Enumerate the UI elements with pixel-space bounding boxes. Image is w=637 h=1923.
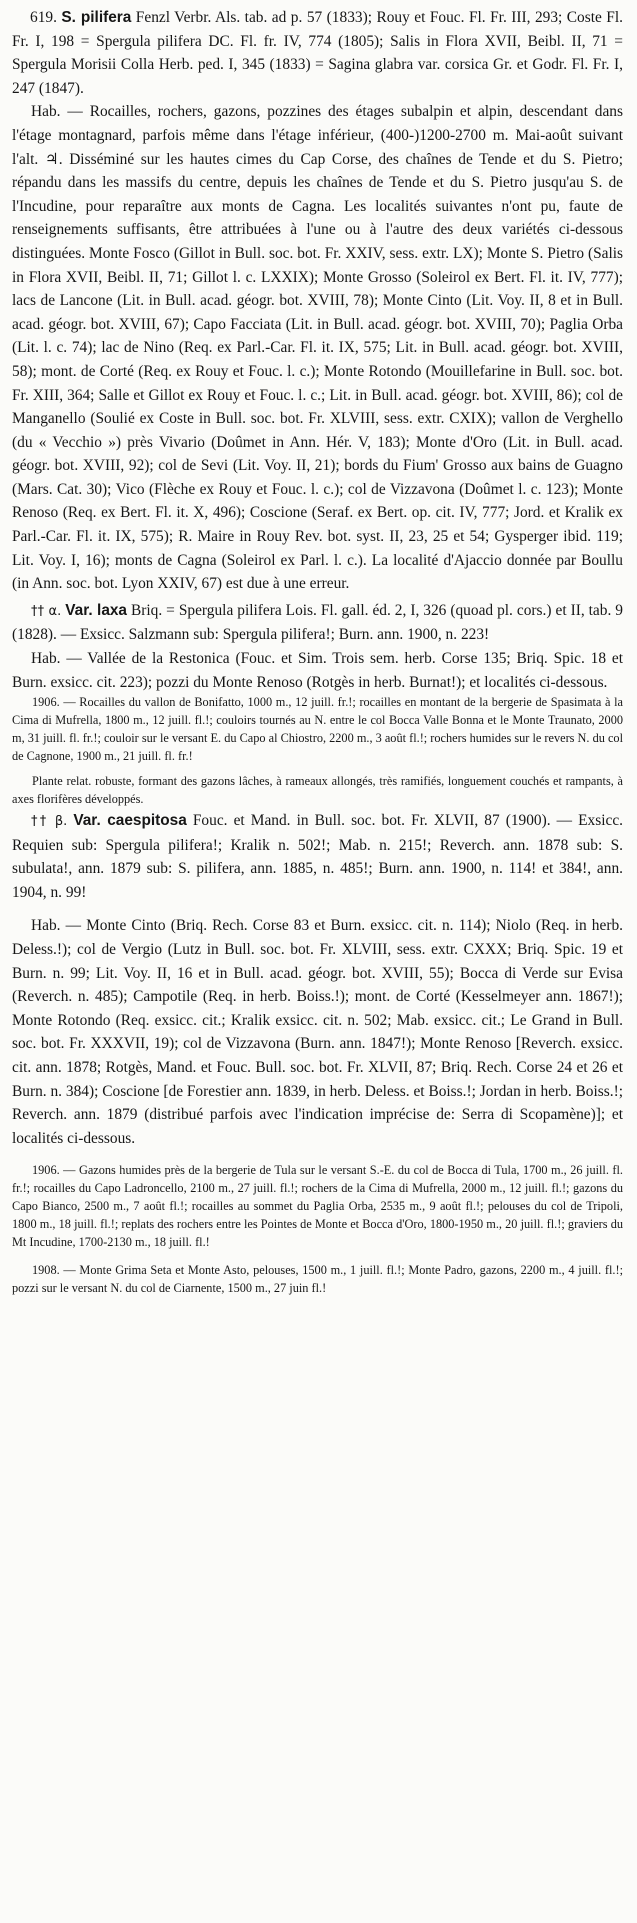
variety-laxa-observations-1906: 1906. — Rocailles du vallon de Bonifatto, 1000 m., 12 juill. fr.!; rocailles en montant de la bergerie de Spasimata à la Cima di Mufrella, 1800 m., 12 juill. fl.!; couloirs tournés au N. entre le col Bocca Valle Bonna et le Monte Traunato, 2000 m, 31 juill. fl. fr.!; couloir sur le versant E. du Capo al Chiostro, 2200 m., 3 août fl.!; rochers humides sur le revers N. du col de Cagnone, 1900 m., 21 juill. fl. fr.! [12,695,623,763]
variety-laxa-marker: †† α. [31,603,62,619]
variety-caespitosa-synonymy: Fouc. et Mand. in Bull. soc. bot. Fr. XLVII, 87 (1900). — Exsicc. Requien sub: Spergula pilifera!; Kralik n. 502!; Mab. n. 215!; Reverch. ann. 1878 sub: S. subulata!, ann. 1879 sub: S. pilifera, ann. 1885, n. 485!; Burn. ann. 1900, n. 114! et 384!, ann. 1904, n. 99! [12,812,624,901]
variety-caespitosa-observations-1906: 1906. — Gazons humides près de la bergerie de Tula sur le versant S.-E. du col de Bocca di Tula, 1700 m., 26 juill. fl. fr.!; rocailles du Capo Ladroncello, 2100 m., 27 juill. fl.!; rochers de la Cima di Mufrella, 2000 m., 12 juill. fl.!; gazons du Capo Bianco, 2500 m., 7 août fl.!; rocailles au sommet du Paglia Orba, 2535 m., 9 août fl.!; pelouses du col de Tripoli, 1800 m., 18 juill. fl.!; replats des rochers entre les Pointes de Monte et Bocca d'Oro, 1800-1950 m., 20 juill. fl.!; graviers du Mt Incudine, 1700-2130 m., 18 juill. fl.! [12,1163,623,1249]
variety-laxa-habitat: Hab. — Vallée de la Restonica (Fouc. et Sim. Trois sem. herb. Corse 135; Briq. Spic. 18 et Burn. exsicc. cit. 223); pozzi du Monte Renoso (Rotgès in herb. Burnat!); et localités ci-dessous. [12,650,623,691]
species-synonymy: Fenzl Verbr. Als. tab. ad p. 57 (1833); Rouy et Fouc. Fl. Fr. III, 293; Coste Fl. Fr. I, 198 = Spergula pilifera DC. Fl. fr. IV, 774 (1805); Salis in Flora XVII, Beibl. II, 71 = Spergula Morisii Colla Herb. ped. I, 345 (1833) = Sagina glabra var. corsica Gr. et Godr. Fl. Fr. I, 247 (1847). [12,9,623,97]
variety-caespitosa-heading [12,809,623,904]
variety-caespitosa-observations-1908: 1908. — Monte Grima Seta et Monte Asto, pelouses, 1500 m., 1 juill. fl.!; Monte Padro, gazons, 2200 m., 4 juill. fl.!; pozzi sur le versant N. du col de Ciarnente, 1500 m., 27 juin fl.! [12,1263,623,1296]
species-name: S. pilifera [61,9,132,26]
variety-laxa-description: Plante relat. robuste, formant des gazons lâches, à rameaux allongés, très ramifiés, longuement couchés et rampants, à axes florifères développés. [12,774,623,807]
variety-laxa-synonymy: Briq. = Spergula pilifera Lois. Fl. gall. éd. 2, I, 326 (quoad pl. cors.) et II, tab. 9 (1828). — Exsicc. Salzmann sub: Spergula pilifera!; Burn. ann. 1900, n. 223! [12,601,623,644]
variety-laxa-title: Var. laxa [65,601,127,619]
habitat-paragraph: Hab. — Rocailles, rochers, gazons, pozzines des étages subalpin et alpin, descendant dans l'étage montagnard, parfois même dans l'étage inférieur, (400-)1200-2700 m. Mai-août suivant l'alt. ♃. Disséminé sur les hautes cimes du Cap Corse, des chaînes de Tende et du S. Pietro; répandu dans les massifs du centre, depuis les chaînes de Tende et du S. Pietro jusqu'au S. de l'Incudine, pour reparaître aux monts de Cagna. Les localités suivantes n'ont pu, faute de renseignements suffisants, être attribuées à l'une ou à l'autre des deux variétés ci-dessous distinguées. Monte Fosco (Gillot in Bull. soc. bot. Fr. XXIV, sess. extr. LX); Monte S. Pietro (Salis in Flora XVII, Beibl. II, 71; Gillot l. c. LXXIX); Monte Grosso (Soleirol ex Bert. Fl. it. IV, 777); lacs de Lancone (Lit. in Bull. acad. géogr. bot. XVIII, 78); Monte Cinto (Lit. Voy. II, 8 et in Bull. acad. géogr. bot. XVIII, 67); Capo Facciata (Lit. in Bull. acad. géogr. bot. XVIII, 70); Paglia Orba (Lit. l. c. 74); lac de Nino (Req. ex Parl.-Car. Fl. it. IX, 575; Lit. in Bull. acad. géogr. bot. XVIII, 58); mont. de Corté (Req. ex Rouy et Fouc. l. c.); Monte Rotondo (Mouillefarine in Bull. soc. bot. Fr. XIII, 364; Salle et Gillot ex Rouy et Fouc. l. c.; Lit. in Bull. acad. géogr. bot. XVIII, 86); col de Manganello (Soulié ex Coste in Bull. soc. bot. Fr. XLVIII, sess. extr. CXIX); vallon de Verghello (du « Vecchio ») près Vivario (Doûmet in Ann. Hér. V, 183); Monte d'Oro (Lit. in Bull. acad. géogr. bot. XVIII, 92); col de Sevi (Lit. Voy. II, 21); bords du Fium' Grosso aux bains de Guagno (Mars. Cat. 30); Vico (Flèche ex Rouy et Fouc. l. c.); col de Vizzavona (Doûmet l. c. 123); Monte Renoso (Req. ex Bert. Fl. it. X, 496); Coscione (Seraf. ex Bert. op. cit. IV, 777; Jord. et Kralik ex Parl.-Car. Fl. it. IX, 575); R. Maire in Rouy Rev. bot. syst. II, 23, 25 et 54; Gysperger ibid. 119; Lit. Voy. I, 16); monts de Cagna (Soleirol ex Parl. l. c.). La localité d'Ajaccio donnée par Boullu (in Ann. soc. bot. Lyon XXIV, 67) est due à une erreur. [12,103,623,593]
variety-caespitosa-marker: †† β. [31,814,68,829]
variety-laxa-heading [12,599,623,647]
species-entry [12,6,623,100]
entry-number: 619. [30,9,57,26]
variety-caespitosa-title: Var. caespitosa [73,812,187,829]
variety-caespitosa-habitat: Hab. — Monte Cinto (Briq. Rech. Corse 83 et Burn. exsicc. cit. n. 114); Niolo (Req. in herb. Deless.!); col de Vergio (Lutz in Bull. soc. bot. Fr. XLVIII, sess. extr. CXXX; Briq. Spic. 19 et Burn. n. 99; Lit. Voy. II, 16 et in Bull. acad. géogr. bot. XVIII, 55); Bocca di Verde sur Evisa (Reverch. n. 485); Campotile (Req. in herb. Boiss.!); mont. de Corté (Kesselmeyer ann. 1867!); Monte Rotondo (Req. exsicc. cit.; Kralik exsicc. cit. n. 502; Mab. exsicc. cit.; Le Grand in Bull. soc. bot. Fr. XXXVII, 19); col de Vizzavona (Burn. ann. 1847!); Monte Renoso [Reverch. exsicc. cit. ann. 1878; Rotgès, Mand. et Fouc. Bull. soc. bot. Fr. XLVII, 87; Briq. Rech. Corse 24 et 26 et Burn. n. 384); Coscione [de Forestier ann. 1839, in herb. Deless. et Boiss.!; Jordan in herb. Boiss.!; Reverch. ann. 1879 (distribué parfois avec l'indication imprécise de: Serra di Scopamène)]; et localités ci-dessous. [12,917,623,1147]
